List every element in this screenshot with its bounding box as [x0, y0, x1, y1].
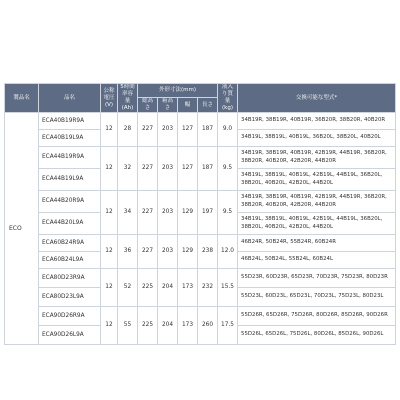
table-row	[5, 113, 396, 130]
table-row	[5, 307, 396, 326]
header-length: 長さ	[198, 98, 218, 113]
voltage-cell: 12	[101, 307, 118, 345]
model-cell: ECA80D23L9A	[39, 288, 101, 307]
header-total-height: 総高さ	[138, 98, 158, 113]
voltage-cell: 12	[101, 235, 118, 269]
header-weight: 液入り質量 (kg)	[218, 84, 238, 113]
width-cell: 129	[178, 191, 198, 235]
model-cell: ECA40B19R9A	[39, 113, 101, 130]
capacity-cell: 36	[118, 235, 138, 269]
battery-spec-table	[4, 83, 396, 345]
capacity-cell: 32	[118, 147, 138, 191]
model-cell: ECA60B24R9A	[39, 235, 101, 252]
width-cell: 173	[178, 269, 198, 307]
table-row	[5, 191, 396, 213]
width-cell: 129	[178, 235, 198, 269]
compat-cell: 34B19L, 38B19L, 40B19L, 42B19L, 44B19L, 36B20L, 38B20L, 40B20L, 42B20L, 44B20L	[238, 169, 396, 191]
length-cell: 238	[198, 235, 218, 269]
compat-cell: 55D23L, 60D23L, 65D23L, 70D23L, 75D23L, 80D23L	[238, 288, 396, 307]
width-cell: 127	[178, 113, 198, 147]
box-height-cell: 204	[158, 307, 178, 345]
compat-cell: 34B19R, 38B19R, 40B19R, 42B19R, 44B19R, 36B20R, 38B20R, 40B20R, 42B20R, 44B20R	[238, 191, 396, 213]
voltage-cell: 12	[101, 191, 118, 235]
header-box-height: 箱高さ	[158, 98, 178, 113]
weight-cell: 9.5	[218, 191, 238, 235]
weight-cell: 15.5	[218, 269, 238, 307]
total-height-cell: 227	[138, 235, 158, 269]
model-cell: ECA60B24L9A	[39, 252, 101, 269]
capacity-cell: 52	[118, 269, 138, 307]
total-height-cell: 225	[138, 307, 158, 345]
box-height-cell: 203	[158, 113, 178, 147]
weight-cell: 17.5	[218, 307, 238, 345]
header-model: 品名	[39, 84, 101, 113]
box-height-cell: 203	[158, 147, 178, 191]
capacity-cell: 34	[118, 191, 138, 235]
weight-cell: 9.5	[218, 147, 238, 191]
model-cell: ECA90D26L9A	[39, 326, 101, 345]
capacity-cell: 55	[118, 307, 138, 345]
model-cell: ECA44B19R9A	[39, 147, 101, 169]
table-body	[5, 113, 396, 345]
weight-cell: 9.0	[218, 113, 238, 147]
compat-cell: 55D26L, 65D26L, 75D26L, 80D26L, 85D26L, 90D26L	[238, 326, 396, 345]
model-cell: ECA90D26R9A	[39, 307, 101, 326]
box-height-cell: 204	[158, 269, 178, 307]
header-voltage: 公称電圧 (V)	[101, 84, 118, 113]
table-header	[5, 84, 396, 113]
header-series: 製品名	[5, 84, 39, 113]
model-cell: ECA80D23R9A	[39, 269, 101, 288]
voltage-cell: 12	[101, 147, 118, 191]
width-cell: 127	[178, 147, 198, 191]
model-cell: ECA44B20R9A	[39, 191, 101, 213]
model-cell: ECA44B20L9A	[39, 213, 101, 235]
voltage-cell: 12	[101, 269, 118, 307]
table-row	[5, 147, 396, 169]
model-cell: ECA44B19L9A	[39, 169, 101, 191]
total-height-cell: 225	[138, 269, 158, 307]
compat-cell: 34B19L, 38B19L, 40B19L, 36B20L, 38B20L, 40B20L	[238, 130, 396, 147]
total-height-cell: 227	[138, 147, 158, 191]
table-row	[5, 235, 396, 252]
header-compatible: 交換可能な型式*	[238, 84, 396, 113]
capacity-cell: 28	[118, 113, 138, 147]
compat-cell: 55D23R, 60D23R, 65D23R, 70D23R, 75D23R, 80D23R	[238, 269, 396, 288]
weight-cell: 12.0	[218, 235, 238, 269]
length-cell: 197	[198, 191, 218, 235]
length-cell: 187	[198, 113, 218, 147]
table-row	[5, 269, 396, 288]
box-height-cell: 203	[158, 191, 178, 235]
width-cell: 173	[178, 307, 198, 345]
header-dimensions: 外形寸法(mm)	[138, 84, 218, 98]
header-capacity: 5時間率容量 (Ah)	[118, 84, 138, 113]
series-name: ECO	[5, 113, 39, 345]
length-cell: 260	[198, 307, 218, 345]
total-height-cell: 227	[138, 113, 158, 147]
compat-cell: 46B24R, 50B24R, 55B24R, 60B24R	[238, 235, 396, 252]
model-cell: ECA40B19L9A	[39, 130, 101, 147]
length-cell: 232	[198, 269, 218, 307]
voltage-cell: 12	[101, 113, 118, 147]
compat-cell: 55D26R, 65D26R, 75D26R, 80D26R, 85D26R, 90D26R	[238, 307, 396, 326]
total-height-cell: 227	[138, 191, 158, 235]
length-cell: 187	[198, 147, 218, 191]
compat-cell: 34B19L, 38B19L, 40B19L, 42B19L, 44B19L, 36B20L, 38B20L, 40B20L, 42B20L, 44B20L	[238, 213, 396, 235]
box-height-cell: 203	[158, 235, 178, 269]
compat-cell: 34B19R, 38B19R, 40B19R, 42B19R, 44B19R, 36B20R, 38B20R, 40B20R, 42B20R, 44B20R	[238, 147, 396, 169]
compat-cell: 46B24L, 50B24L, 55B24L, 60B24L	[238, 252, 396, 269]
header-width: 幅	[178, 98, 198, 113]
compat-cell: 34B19R, 38B19R, 40B19R, 36B20R, 38B20R, 40B20R	[238, 113, 396, 130]
